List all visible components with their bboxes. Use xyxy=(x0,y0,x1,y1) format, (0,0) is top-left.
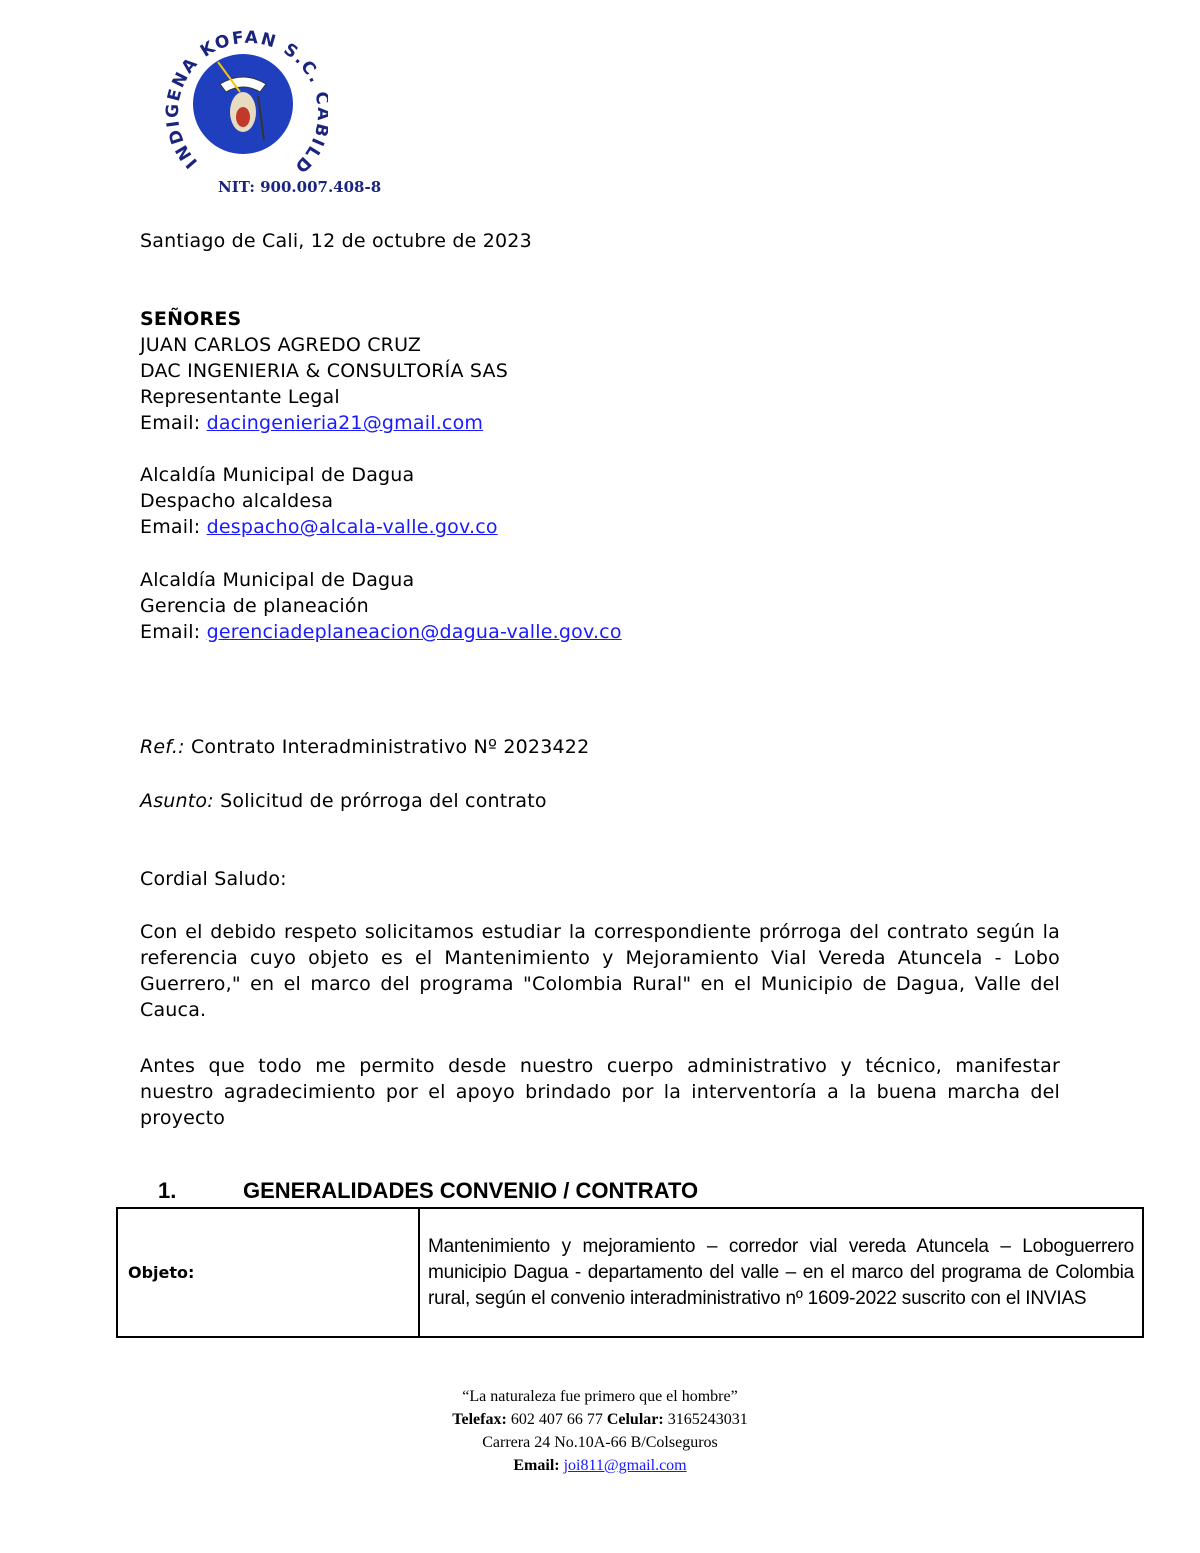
footer-email-label: Email: xyxy=(513,1457,560,1474)
reference-line xyxy=(140,734,589,760)
footer-motto: “La naturaleza fue primero que el hombre” xyxy=(462,1388,738,1405)
table-value-cell: Mantenimiento y mejoramiento – corredor vial vereda Atuncela – Loboguerrero municipio Dagua - departamento del valle – en el marco del programa de Colombia rural, según el convenio interadministrativo nº 1609-2022 suscrito con el INVIAS xyxy=(419,1208,1143,1337)
recipient-email-line xyxy=(140,619,622,645)
section-title: GENERALIDADES CONVENIO / CONTRATO xyxy=(243,1178,699,1203)
footer-phone-line xyxy=(0,1408,1200,1431)
telefax-label: Telefax: xyxy=(452,1411,507,1428)
subject-text: Solicitud de prórroga del contrato xyxy=(220,790,547,812)
recipient-block-1 xyxy=(140,306,508,436)
organization-logo xyxy=(158,22,328,192)
recipient-role: Representante Legal xyxy=(140,386,340,408)
recipient-block-3 xyxy=(140,567,622,645)
recipient-email-link[interactable]: dacingenieria21@gmail.com xyxy=(206,412,484,434)
recipient-entity: Alcaldía Municipal de Dagua xyxy=(140,569,415,591)
subject-line xyxy=(140,788,547,814)
section-number: 1. xyxy=(158,1178,177,1203)
subject-label: Asunto: xyxy=(140,790,214,812)
telefax-value: 602 407 66 77 xyxy=(510,1411,603,1428)
recipient-email-link[interactable]: gerenciadeplaneacion@dagua-valle.gov.co xyxy=(206,621,622,643)
recipient-company: DAC INGENIERIA & CONSULTORÍA SAS xyxy=(140,360,508,382)
reference-label: Ref.: xyxy=(140,736,185,758)
paragraph-request: Con el debido respeto solicitamos estudiar la correspondiente prórroga del contrato según la referencia cuyo objeto es el Mantenimiento y Mejoramiento Vial Vereda Atuncela - Lobo Guerrero," en el marco del programa "Colombia Rural" en el Municipio de Dagua, Valle del Cauca. xyxy=(140,921,1060,1021)
logo-arc-text: INDIGENA KOFAN S.C. ILD xyxy=(162,27,328,178)
recipient-email-line xyxy=(140,514,498,540)
salutation-heading: SEÑORES xyxy=(140,308,242,330)
footer-email-line xyxy=(0,1454,1200,1477)
celular-value: 3165243031 xyxy=(667,1411,748,1428)
table-label-cell: Objeto: xyxy=(117,1208,419,1337)
letter-date: Santiago de Cali, 12 de octubre de 2023 xyxy=(140,230,532,252)
email-label: Email: xyxy=(140,516,201,538)
footer-email-link[interactable]: joi811@gmail.com xyxy=(563,1457,687,1474)
nit-number: NIT: 900.007.408-8 xyxy=(218,178,382,196)
section-heading xyxy=(158,1178,698,1204)
letter-footer xyxy=(0,1385,1200,1477)
email-label: Email: xyxy=(140,412,201,434)
recipient-office: Despacho alcaldesa xyxy=(140,490,334,512)
celular-label: Celular: xyxy=(606,1411,664,1428)
recipient-entity: Alcaldía Municipal de Dagua xyxy=(140,464,415,486)
reference-text: Contrato Interadministrativo Nº 2023422 xyxy=(190,736,590,758)
paragraph-thanks: Antes que todo me permito desde nuestro cuerpo administrativo y técnico, manifestar nuestro agradecimiento por el apoyo brindado por la interventoría a la buena marcha del proyecto xyxy=(140,1055,1060,1129)
email-label: Email: xyxy=(140,621,201,643)
contract-table xyxy=(116,1207,1144,1338)
footer-address: Carrera 24 No.10A-66 B/Colseguros xyxy=(482,1434,718,1451)
table-row xyxy=(117,1208,1143,1337)
recipient-email-line xyxy=(140,410,508,436)
recipient-email-link[interactable]: despacho@alcala-valle.gov.co xyxy=(206,516,498,538)
recipient-block-2 xyxy=(140,462,498,540)
greeting: Cordial Saludo: xyxy=(140,868,287,890)
recipient-name: JUAN CARLOS AGREDO CRUZ xyxy=(140,334,422,356)
recipient-office: Gerencia de planeación xyxy=(140,595,369,617)
